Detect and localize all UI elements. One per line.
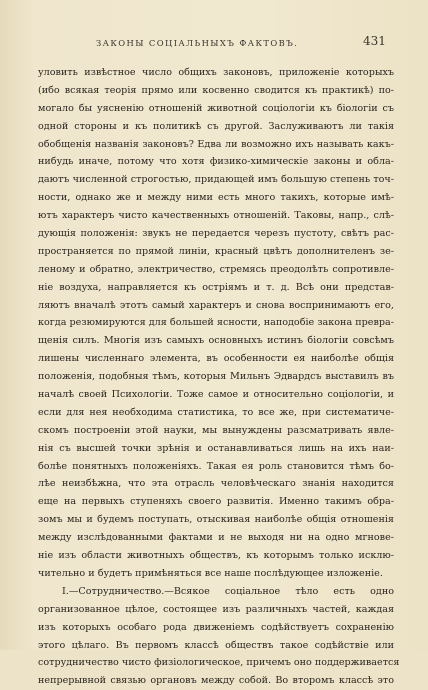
text-line: нія съ высшей точки зрѣнія и останавливаться лишь на ихъ наи- xyxy=(38,442,394,454)
text-line: уловить извѣстное число общихъ законовъ, приложеніе которыхъ xyxy=(38,67,394,78)
text-line: зомъ мы и будемъ поступать, отыскивая наиболѣе общія отношенія xyxy=(38,514,394,526)
text-line: еще на первыхъ ступеняхъ своего развитія. Именно такимъ обра- xyxy=(38,496,394,508)
text-line: (ибо всякая теорія прямо или косвенно сводится къ практикѣ) по- xyxy=(38,84,394,96)
text-line: чительно и будетъ примѣняться все наше послѣдующее изложеніе. xyxy=(38,567,383,579)
text-line: щенія силъ. Многія изъ самыхъ основныхъ истинъ біологіи совсѣмъ xyxy=(38,335,394,347)
text-line: непрерывной связью органовъ между собой. Во второмъ классѣ это xyxy=(38,675,394,687)
text-line: когда резюмируются для большей ясности, наподобіе закона превра- xyxy=(38,317,394,329)
text-line: скомъ построеніи этой науки, мы вынуждены разсматривать явле- xyxy=(38,424,394,436)
text-line: лѣе неизбѣжна, что эта отрасль человѣческаго знанія находится xyxy=(38,478,394,490)
section-heading-line: I.—Сотрудничество.—Всякое соціальное тѣло есть одно xyxy=(62,585,394,597)
text-line: положенія, подобныя тѣмъ, которыя Мильнъ Эдвардсъ выставилъ въ xyxy=(38,371,394,383)
text-line: ляютъ вначалѣ этотъ самый характеръ и снова воспринимаютъ его, xyxy=(38,299,394,311)
text-line: лишены численнаго элемента, въ особенности ея наиболѣе общія xyxy=(38,353,394,365)
text-line: этого цѣлаго. Въ первомъ классѣ обществъ такое содѣйствіе или xyxy=(38,639,394,651)
text-line: нибудь иначе, потому что хотя физико-химическіе законы и обла- xyxy=(38,156,394,168)
text-line: леному и обратно, электричество, стремясь преодолѣть сопротивле- xyxy=(38,263,394,275)
text-line: одной стороны и къ политикѣ съ другой. Заслуживаютъ ли такія xyxy=(38,120,394,132)
text-line: организованное цѣлое, состоящее изъ различныхъ частей, каждая xyxy=(38,603,394,615)
text-line: ютъ характеръ чисто качественныхъ отношеній. Таковы, напр., слѣ- xyxy=(38,210,394,222)
text-line: ніе изъ области животныхъ обществъ, къ которымъ только исклю- xyxy=(38,550,394,562)
text-line: могало бы уясненію отношеній животной соціологіи къ біологіи съ xyxy=(38,102,394,114)
body-text xyxy=(38,64,400,690)
page-number: 431 xyxy=(363,34,386,48)
text-line: изъ которыхъ особаго рода движеніемъ содѣйствуетъ сохраненію xyxy=(38,621,394,633)
text-line: ности, однако же и между ними есть много такихъ, которые имѣ- xyxy=(38,192,394,204)
text-line: началѣ своей Психологіи. Тоже самое и относительно соціологіи, и xyxy=(38,389,394,401)
text-line: дующія положенія: звукъ не передается черезъ пустоту, свѣтъ рас- xyxy=(38,228,394,240)
text-line: обобщенія названія законовъ? Едва ли возможно ихъ называть какъ- xyxy=(38,138,394,150)
text-line: пространяется по прямой линіи, красный цвѣтъ дополнителенъ зе- xyxy=(38,245,394,257)
text-line: если для нея необходима статистика, то все же, при систематиче- xyxy=(38,406,394,418)
running-head: ЗАКОНЫ СОЦІАЛЬНЫХЪ ФАКТОВЪ. xyxy=(96,38,299,48)
text-line: между изслѣдованными фактами и не выходя ни на одно мгнове- xyxy=(38,532,394,544)
text-line: даютъ численной строгостью, придающей имъ большую степень точ- xyxy=(38,174,394,186)
text-line: сотрудничество чисто физіологическое, причемъ оно поддерживается xyxy=(38,657,400,669)
text-line: болѣе понятныхъ положеніяхъ. Такая ея роль становится тѣмъ бо- xyxy=(38,460,394,472)
text-line: ніе воздуха, направляется къ остріямъ и т. д. Всѣ они представ- xyxy=(38,281,394,293)
